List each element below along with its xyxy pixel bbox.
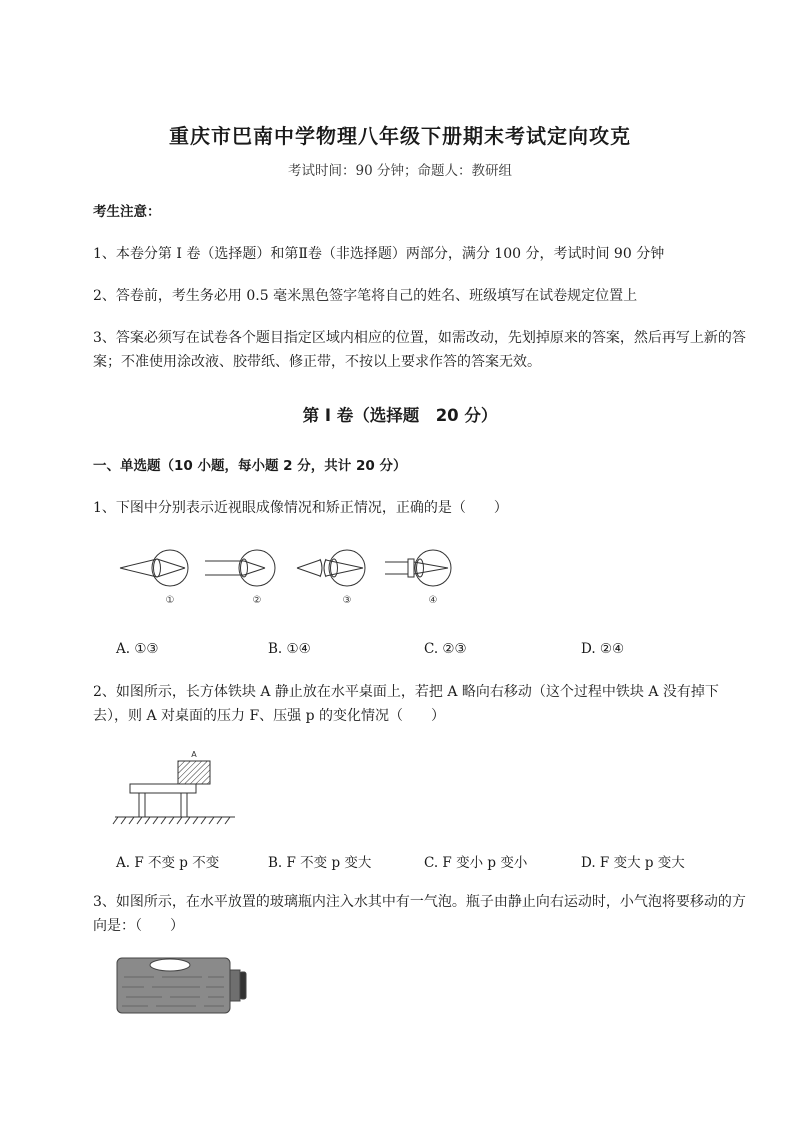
table-leg-right	[181, 793, 187, 817]
part-heading: 一、单选题（10 小题，每小题 2 分，共计 20 分）	[93, 458, 407, 474]
q1-option-c[interactable]: C. ②③	[424, 641, 467, 657]
bottle-bubble-figure	[112, 953, 252, 1018]
notice-heading: 考生注意：	[93, 204, 161, 220]
notice-item-2: 2、答卷前，考生务必用 0.5 毫米黑色签字笔将自己的姓名、班级填写在试卷规定位置上	[93, 288, 638, 304]
q2-option-c[interactable]: C. F 变小 p 变小	[424, 855, 528, 871]
q1-option-d[interactable]: D. ②④	[581, 641, 625, 657]
ground-hatching	[113, 817, 230, 824]
q1-option-a[interactable]: A. ①③	[116, 641, 159, 657]
question-2-stem: 2、如图所示，长方体铁块 A 静止放在水平桌面上，若把 A 略向右移动（这个过程中铁块 A 没有掉下去），则 A 对桌面的压力 F、压强 p 的变化情况（ ）	[93, 684, 719, 724]
eye-label-2: ②	[252, 595, 262, 606]
eye-label-3: ③	[342, 595, 352, 606]
bottle-cap	[240, 972, 246, 999]
exam-subtitle: 考试时间：90 分钟；命题人：教研组	[288, 163, 512, 179]
q2-option-a[interactable]: A. F 不变 p 不变	[116, 855, 220, 871]
eye-diagram-1	[120, 550, 188, 586]
eye-diagram-3	[297, 550, 365, 586]
exam-title: 重庆市巴南中学物理八年级下册期末考试定向攻克	[169, 124, 631, 148]
question-1-stem: 1、下图中分别表示近视眼成像情况和矫正情况，正确的是（ ）	[93, 500, 508, 516]
bottle-neck	[230, 970, 240, 1001]
table-leg-left	[139, 793, 145, 817]
iron-block	[178, 761, 210, 784]
section-title: 第 I 卷（选择题 20 分）	[302, 406, 498, 425]
eye-label-4: ④	[428, 595, 438, 606]
eye-diagram-4	[385, 550, 451, 586]
air-bubble	[150, 959, 190, 971]
q2-option-d[interactable]: D. F 变大 p 变大	[581, 855, 685, 871]
question-3-stem: 3、如图所示，在水平放置的玻璃瓶内注入水其中有一气泡。瓶子由静止向右运动时，小气泡将要移动的方向是：（ ）	[93, 894, 746, 934]
notice-item-1: 1、本卷分第 I 卷（选择题）和第Ⅱ卷（非选择题）两部分，满分 100 分，考试时间 90 分钟	[93, 246, 665, 262]
block-label: A	[191, 750, 197, 759]
eye-label-1: ①	[165, 595, 175, 606]
q1-option-b[interactable]: B. ①④	[268, 641, 311, 657]
notice-item-3: 3、答案必须写在试卷各个题目指定区域内相应的位置，如需改动，先划掉原来的答案，然后再写上新的答案；不准使用涂改液、胶带纸、修正带，不按以上要求作答的答案无效。	[93, 330, 746, 370]
table-block-figure	[110, 745, 240, 827]
eye-diagrams-figure	[115, 545, 455, 607]
eye-diagram-2	[205, 550, 275, 586]
q2-option-b[interactable]: B. F 不变 p 变大	[268, 855, 372, 871]
table-top	[130, 784, 196, 793]
